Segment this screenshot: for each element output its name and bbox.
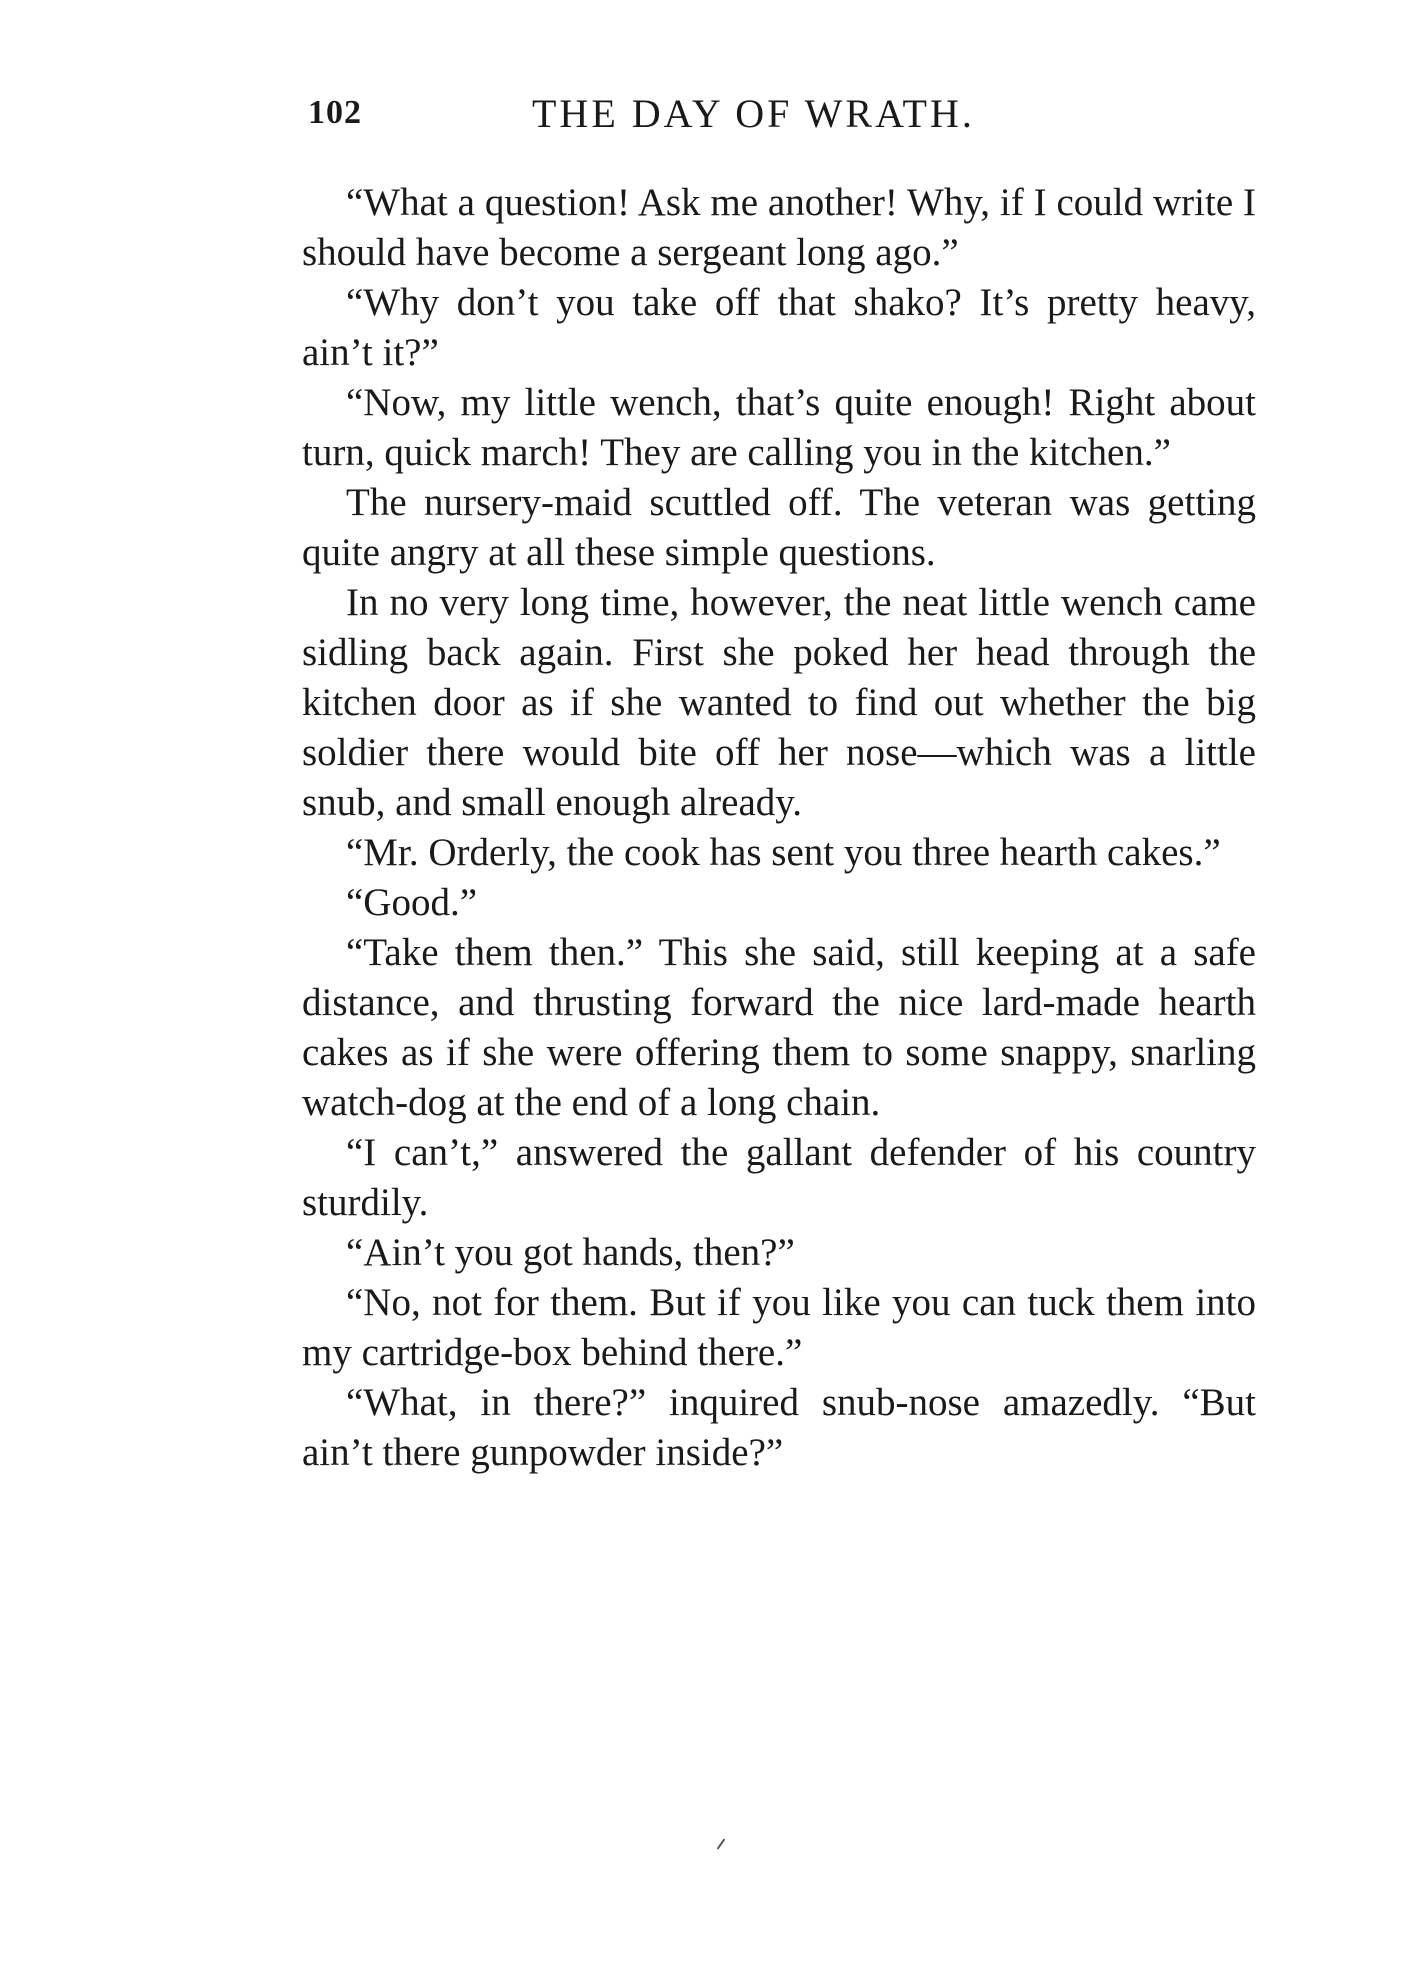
page-header xyxy=(300,88,1260,148)
running-title: THE DAY OF WRATH. xyxy=(532,91,975,136)
paragraph: “What a question! Ask me another! Why, if I could write I should have become a sergeant long ago.” xyxy=(302,181,1256,274)
paragraph: “Good.” xyxy=(346,881,478,924)
paragraph: In no very long time, however, the neat little wench came sidling back again. First she poked her head through the kitchen door as if she wanted to find out whether the big soldier there would bite off her nose—which was a little snub, and small enough already. xyxy=(302,581,1256,824)
paragraph: The nursery-maid scuttled off. The veteran was getting quite angry at all these simple questions. xyxy=(302,481,1256,574)
paragraph: “I can’t,” answered the gallant defender of his country sturdily. xyxy=(302,1131,1256,1224)
body-text xyxy=(302,178,1256,1478)
paragraph: “Mr. Orderly, the cook has sent you three hearth cakes.” xyxy=(346,831,1221,874)
paragraph: “What, in there?” inquired snub-nose amazedly. “But ain’t there gunpowder inside?” xyxy=(302,1381,1256,1474)
paragraph: “Why don’t you take off that shako? It’s pretty heavy, ain’t it?” xyxy=(302,281,1256,374)
paragraph: “No, not for them. But if you like you can tuck them into my cartridge-box behind there.” xyxy=(302,1281,1256,1374)
paragraph: “Now, my little wench, that’s quite enough! Right about turn, quick march! They are calling you in the kitchen.” xyxy=(302,381,1256,474)
stray-ink-mark xyxy=(717,1839,726,1850)
paragraph: “Ain’t you got hands, then?” xyxy=(346,1231,795,1274)
page-number: 102 xyxy=(308,94,362,131)
paragraph: “Take them then.” This she said, still keeping at a safe distance, and thrusting forward the nice lard-made hearth cakes as if she were offering them to some snappy, snarling watch-dog at the end of a long chain. xyxy=(302,931,1256,1124)
